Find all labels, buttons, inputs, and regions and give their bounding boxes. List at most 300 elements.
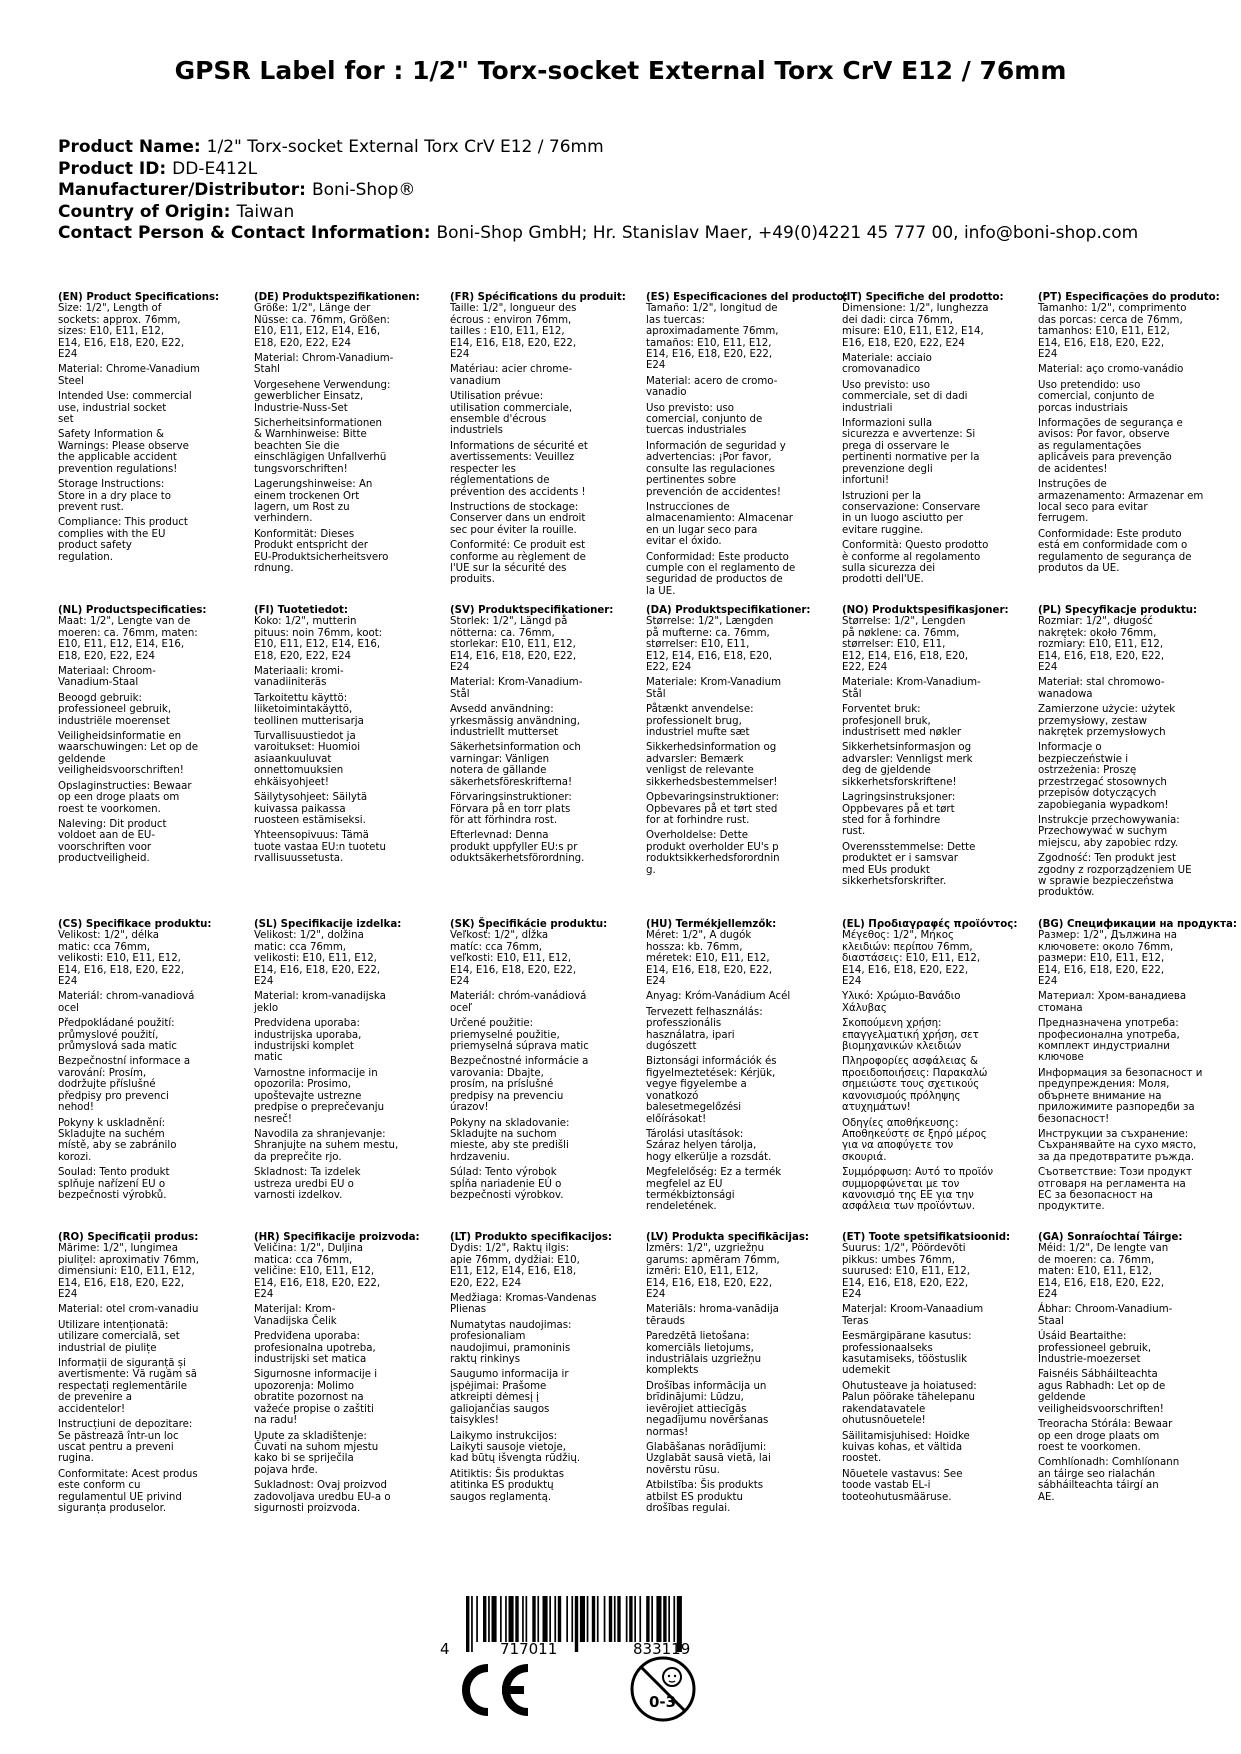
- language-block-line: Bezpečnostné informácie a: [450, 1056, 589, 1068]
- language-block-line: Teras: [842, 1315, 869, 1327]
- language-block-line: Materiale: Krom-Vanadium-: [842, 677, 981, 689]
- language-block-line: Veľkosť: 1/2", dĺžka: [450, 930, 549, 942]
- language-block-line: kuivas kohas, et vältida: [842, 1441, 963, 1453]
- language-block-line: για να αποφύγετε τον: [842, 1140, 954, 1152]
- language-block-line: Stahl: [254, 364, 280, 376]
- language-block-line: E22, E24: [842, 662, 888, 674]
- language-block-line: industriellt mutterset: [450, 727, 559, 739]
- language-block-line: Материал: Хром-ванадиева: [1038, 991, 1187, 1003]
- language-block-line: venligst de relevante: [646, 765, 754, 777]
- language-block-line: prodotti dell'UE.: [842, 574, 924, 586]
- barcode-bar: [673, 1596, 675, 1642]
- info-country: Country of Origin: Taiwan: [58, 201, 295, 222]
- language-block-line: ατυχημάτων!: [842, 1102, 911, 1114]
- language-block-line: apie 76mm, dydžiai: E10,: [450, 1254, 580, 1266]
- language-block-line: Conformitate: Acest produs: [58, 1468, 198, 1480]
- language-block-line: Förvara på en torr plats: [450, 803, 571, 815]
- language-block-line: w sprawie bezpieczeństwa: [1038, 875, 1174, 887]
- language-block-line: varovania: Dbajte,: [450, 1067, 544, 1079]
- language-block-line: Predviđena uporaba:: [254, 1331, 360, 1343]
- language-block-line: E24: [1038, 349, 1058, 361]
- language-block-line: Vanadium-Staal: [58, 677, 139, 689]
- language-block-line: drošības regulai.: [646, 1502, 731, 1514]
- language-block-line: bezpečnosti výrobkov.: [450, 1189, 564, 1201]
- language-block-line: przepisów dotyczących: [1038, 788, 1157, 800]
- language-block-line: rakendatavatele: [842, 1403, 926, 1415]
- language-block-line: nakrętek: około 76mm,: [1038, 627, 1157, 639]
- language-block-line: vegye figyelembe a: [646, 1079, 747, 1091]
- language-block-line: in un luogo asciutto per: [842, 513, 963, 525]
- barcode-bar: [509, 1596, 514, 1642]
- language-block-line: Zgodność: Ten produkt jest: [1038, 853, 1176, 865]
- language-block-line: sted for å forhindre: [842, 814, 941, 826]
- language-block-line: industriālais uzgriežņu: [646, 1354, 762, 1366]
- barcode-bar: [614, 1596, 616, 1642]
- language-block-line: prosím, na príslušné: [450, 1079, 554, 1091]
- language-block-line: Säilytysohjeet: Säilytä: [254, 792, 368, 804]
- language-block-line: opozorila: Prosimo,: [254, 1079, 351, 1091]
- language-block-line: garums: apmēram 76mm,: [646, 1254, 780, 1266]
- barcode-bar: [587, 1596, 589, 1642]
- language-block-line: Industrie-Nuss-Set: [254, 402, 348, 414]
- language-block-line: seguridad de productos de: [646, 574, 783, 586]
- language-block-line: das porcas: cerca de 76mm,: [1038, 314, 1183, 326]
- language-block-line: E11, E12, E14, E16, E18,: [450, 1266, 577, 1278]
- language-block-line: negadījumu novēršanas: [646, 1415, 769, 1427]
- language-block-line: säkerhetsföreskrifterna!: [450, 776, 573, 788]
- age-label: 0-3: [649, 1693, 677, 1711]
- language-block-line: dei dadi: circa 76mm,: [842, 314, 954, 326]
- language-block-line: Информация за безопасност и: [1038, 1067, 1203, 1079]
- language-block-line: zapobiegania wypadkom!: [1038, 799, 1169, 811]
- language-block-line: Turvallisuustiedot ja: [254, 731, 356, 743]
- language-block-line: splňuje nařízení EU o: [58, 1178, 166, 1190]
- language-block-line: Størrelse: 1/2", Lengden: [842, 616, 966, 628]
- language-block-line: E24: [58, 976, 78, 988]
- language-block-line: Sukladnost: Ovaj proizvod: [254, 1480, 387, 1492]
- language-block-line: Materijal: Krom-: [254, 1304, 336, 1316]
- language-block-line: g.: [646, 864, 656, 876]
- language-block-line: Paredzētā lietošana:: [646, 1331, 750, 1343]
- language-block-line: upozorenja: Molimo: [254, 1380, 355, 1392]
- language-block-line: συμμορφώνεται με τον: [842, 1178, 960, 1190]
- language-block-line: tungsvorschriften!: [254, 463, 348, 475]
- language-block-line: tooteohutusmääruse.: [842, 1491, 952, 1503]
- language-block-line: comercial, conjunto de: [646, 414, 763, 426]
- language-block-line: Opbevaringsinstruktioner:: [646, 792, 780, 804]
- language-block-line: Съхранявайте на сухо място,: [1038, 1140, 1197, 1152]
- barcode-bar: [617, 1596, 620, 1642]
- language-block: [646, 605, 831, 876]
- language-block-line: regulamento de segurança de: [1038, 551, 1192, 563]
- language-block-line: vanadiiniteräs: [254, 677, 327, 689]
- language-block-line: matíc: cca 76mm,: [450, 941, 542, 953]
- language-block-line: Steel: [58, 375, 84, 387]
- language-block-line: Stål: [842, 688, 862, 700]
- language-block-heading: (BG) Спецификации на продукта:: [1038, 919, 1237, 930]
- language-block-line: Velikost: 1/2", dolžina: [254, 930, 364, 942]
- language-block-line: E14, E16, E18, E20, E22,: [1038, 650, 1165, 662]
- language-block-line: korozi.: [58, 1151, 92, 1163]
- language-block-line: use, industrial socket: [58, 402, 167, 414]
- language-block-line: jeklo: [254, 1002, 279, 1014]
- language-block-line: Varnostne informacije in: [254, 1067, 378, 1079]
- language-block-line: nesreč!: [254, 1113, 292, 1125]
- language-block-line: Instruções de: [1038, 479, 1107, 491]
- language-block-heading: (PL) Specyfikacje produktu:: [1038, 605, 1198, 616]
- language-block-line: Instrucțiuni de depozitare:: [58, 1419, 193, 1431]
- language-block-line: udemekit: [842, 1365, 891, 1377]
- language-block-line: matica: cca 76mm,: [254, 1254, 353, 1266]
- language-block-line: Shranjujte na suhem mestu,: [254, 1140, 399, 1152]
- language-block-line: avertissements: Veuillez: [450, 452, 575, 464]
- language-block-line: écrous : environ 76mm,: [450, 314, 572, 326]
- barcode-bar: [651, 1596, 653, 1642]
- language-block-line: varningar: Vänligen: [450, 753, 550, 765]
- language-block: [254, 605, 439, 865]
- language-block-line: ostrzeżenia: Proszę: [1038, 765, 1137, 777]
- language-block-line: Conformidade: Este produto: [1038, 528, 1182, 540]
- barcode-bar: [609, 1596, 612, 1642]
- language-block-line: geldende: [58, 753, 106, 765]
- language-block-line: einschlägigen Unfallverhü: [254, 452, 387, 464]
- language-block-line: E10, E11, E12, E14, E16,: [58, 639, 185, 651]
- language-block-line: Čuvati na suhom mjestu: [254, 1441, 379, 1453]
- language-block-line: rozmiary: E10, E11, E12,: [1038, 639, 1164, 651]
- language-block-line: prevenzione degli: [842, 463, 933, 475]
- language-block-line: E18, E20, E22, E24: [254, 337, 352, 349]
- language-block-line: Materiał: stal chromowo-: [1038, 677, 1165, 689]
- barcode-bar: [522, 1596, 524, 1642]
- language-block-line: sikkerhetsforskrifter.: [842, 875, 947, 887]
- language-block-line: vanadio: [646, 387, 687, 399]
- language-block-line: Safety Information &: [58, 429, 164, 441]
- language-block-line: Comhlíonadh: Comhlíonann: [1038, 1457, 1180, 1469]
- language-block-line: Tárolási utasítások:: [646, 1128, 744, 1140]
- language-block-line: Atitiktis: Šis produktas: [450, 1468, 565, 1480]
- language-block-line: Eesmärgipärane kasutus:: [842, 1331, 972, 1343]
- language-block-line: saugos reglamentą.: [450, 1491, 552, 1503]
- language-block-heading: (RO) Specificații produs:: [58, 1232, 199, 1243]
- language-block-line: Opslaginstructies: Bewaar: [58, 780, 192, 792]
- language-block-line: varování: Prosím,: [58, 1067, 147, 1079]
- barcode-bar: [566, 1596, 568, 1642]
- language-block-line: Sigurnosne informacije i: [254, 1369, 378, 1381]
- language-block-line: Skladnost: Ta izdelek: [254, 1167, 361, 1179]
- language-block-line: E10, E11, E12, E14, E16,: [254, 639, 381, 651]
- language-block-line: varnosti izdelkov.: [254, 1189, 343, 1201]
- language-block-line: profesionalna upotreba,: [254, 1342, 376, 1354]
- language-block-line: σκουριά.: [842, 1151, 887, 1163]
- language-block-line: kad būtų išvengta rūdžių.: [450, 1453, 581, 1465]
- language-block: [450, 919, 635, 1201]
- language-block-line: Skladujte na suchom: [450, 1128, 557, 1140]
- language-block-line: kuivassa paikassa: [254, 803, 346, 815]
- language-block-line: yrkesmässig användning,: [450, 715, 580, 727]
- language-block-line: roest te voorkomen.: [58, 803, 161, 815]
- language-block-line: voorschriften voor: [58, 841, 152, 853]
- barcode-bar: [656, 1596, 661, 1642]
- language-block-line: E24: [1038, 662, 1058, 674]
- language-block-line: Material: otel crom-vanadiu: [58, 1304, 199, 1316]
- language-block-line: Yhteensopivuus: Tämä: [254, 830, 369, 842]
- language-block-line: las tuercas:: [646, 314, 705, 326]
- language-block-line: de prevenire a: [58, 1392, 132, 1404]
- language-block-line: agus Rabhadh: Let op de: [1038, 1380, 1166, 1392]
- language-block-line: Opbevares på et tørt sted: [646, 803, 778, 815]
- language-block-line: roest te voorkomen.: [1038, 1441, 1141, 1453]
- language-block-line: Materiaali: kromi-: [254, 666, 344, 678]
- language-block-line: hrdzaveniu.: [450, 1151, 510, 1163]
- language-block-line: matic: cca 76mm,: [58, 941, 150, 953]
- language-block-line: gewerblicher Einsatz,: [254, 391, 364, 403]
- language-block-line: E14, E16, E18, E20, E22,: [646, 349, 773, 361]
- language-block-line: Materiál: chrom-vanadiová: [58, 991, 195, 1003]
- language-block-line: Materiál: chróm-vanádiová: [450, 991, 587, 1003]
- language-block-heading: (EL) Προδιαγραφές προϊόντος:: [842, 919, 1018, 930]
- language-block-line: asiaankuuluvat: [254, 753, 332, 765]
- language-block-line: miejscu, aby zapobiec rdzy.: [1038, 837, 1179, 849]
- language-block-line: размери: E10, E11, E12,: [1038, 953, 1165, 965]
- language-block-line: professioneel gebruik,: [1038, 1342, 1152, 1354]
- language-block-line: l'UE sur la sécurité des: [450, 562, 567, 574]
- language-block-heading: (ET) Toote spetsifikatsioonid:: [842, 1232, 1011, 1243]
- language-block-line: onnettomuuksien: [254, 765, 344, 777]
- language-block-line: Biztonsági információk és: [646, 1056, 777, 1068]
- language-block-line: Produkt entspricht der: [254, 540, 368, 552]
- info-product-name: Product Name: 1/2" Torx-socket External Torx CrV E12 / 76mm: [58, 137, 604, 157]
- language-block-line: megfelel az EU: [646, 1178, 723, 1190]
- language-block-line: uscat pentru a preveni: [58, 1441, 174, 1453]
- language-block-line: op een droge plaats om: [58, 792, 180, 804]
- language-block-line: Mărime: 1/2", lungimea: [58, 1243, 178, 1255]
- language-block-line: Instructions de stockage:: [450, 501, 579, 513]
- language-block-line: įspėjimai: Prašome: [450, 1380, 547, 1392]
- language-block-line: Uso previsto: uso: [842, 379, 930, 391]
- language-block-line: EU-Produktsicherheitsvero: [254, 551, 389, 563]
- language-block: [450, 292, 635, 586]
- language-block-line: Förvaringsinstruktioner:: [450, 792, 572, 804]
- language-block-line: conforme au règlement de: [450, 551, 586, 563]
- language-block-line: rust.: [842, 826, 866, 838]
- language-block-line: zgodny z rozporządzeniem UE: [1038, 864, 1192, 876]
- language-block-line: комплект индустриални: [1038, 1041, 1170, 1053]
- language-block-line: průmyslové použití,: [58, 1029, 159, 1041]
- ce-mark-icon: [452, 1660, 534, 1720]
- language-block-line: Se păstrează într-un loc: [58, 1430, 179, 1442]
- language-block-line: Størrelse: 1/2", Længden: [646, 616, 774, 628]
- language-block-line: κανονισμούς πρόληψης: [842, 1090, 961, 1102]
- language-block-line: industriels: [450, 425, 503, 437]
- language-block-line: accidentelor!: [58, 1403, 126, 1415]
- language-block-line: rvallisuussetusta.: [254, 853, 344, 865]
- language-block-line: Dimensione: 1/2", lunghezza: [842, 303, 989, 315]
- language-block-line: Maat: 1/2", Lengte van de: [58, 616, 191, 628]
- language-block-line: Forventet bruk:: [842, 704, 921, 716]
- language-block-line: toode vastab EL-i: [842, 1480, 931, 1492]
- language-block-line: Materiaal: Chroom-: [58, 666, 156, 678]
- language-block-line: wanadowa: [1038, 688, 1093, 700]
- language-block-line: evitare ruggine.: [842, 524, 924, 536]
- language-block-line: Drošības informācija un: [646, 1380, 767, 1392]
- language-block: [842, 1232, 1027, 1503]
- language-block-line: Σκοπούμενη χρήση:: [842, 1018, 942, 1030]
- language-block-line: E24: [842, 976, 862, 988]
- language-block-line: tērauds: [646, 1315, 685, 1327]
- language-block-line: varoitukset: Huomioi: [254, 742, 361, 754]
- barcode-bar: [646, 1596, 649, 1642]
- language-block-line: produktet er i samsvar: [842, 853, 958, 865]
- language-block-line: Vanadijska Čelik: [254, 1315, 337, 1327]
- page-title: GPSR Label for : 1/2" Torx-socket External Torx CrV E12 / 76mm: [174, 56, 1067, 85]
- language-block: [450, 605, 635, 865]
- language-block-line: Οδηγίες αποθήκευσης:: [842, 1117, 959, 1129]
- language-block-line: E14, E16, E18, E20, E22,: [1038, 1277, 1165, 1289]
- barcode-bar: [604, 1596, 606, 1642]
- language-block-line: Säilitamisjuhised: Hoidke: [842, 1430, 970, 1442]
- language-block-line: E24: [1038, 1289, 1058, 1301]
- language-block-line: E12, E14, E16, E18, E20,: [646, 650, 773, 662]
- language-block-line: the applicable accident: [58, 452, 177, 464]
- language-block-line: Πληροφορίες ασφάλειας &: [842, 1056, 978, 1068]
- language-block-line: sábháilteachta táirgí an: [1038, 1480, 1159, 1492]
- language-block-line: roduktsikkerhedsforordnin: [646, 853, 780, 865]
- language-block-line: advertencias: ¡Por favor,: [646, 452, 772, 464]
- language-block-line: nehod!: [58, 1102, 94, 1114]
- language-block-line: Beoogd gebruik:: [58, 692, 142, 704]
- language-block-line: Размер: 1/2", Дължина на: [1038, 930, 1177, 942]
- barcode-bar: [597, 1596, 599, 1642]
- language-block-line: ensemble d'écrous: [450, 414, 547, 426]
- language-block-line: moeren: ca. 76mm, maten:: [58, 627, 198, 639]
- language-block-line: Atbilstība: Šis produkts: [646, 1480, 764, 1492]
- language-block-line: Conformidad: Este producto: [646, 551, 789, 563]
- barcode-bar: [663, 1596, 666, 1642]
- language-block-line: sulla sicurezza dei: [842, 562, 936, 574]
- language-block-line: för att förhindra rost.: [450, 814, 558, 826]
- language-block-line: E24: [1038, 976, 1058, 988]
- language-block-line: važeće propise o zaštiti: [254, 1403, 374, 1415]
- language-block-line: Taille: 1/2", longueur des: [450, 303, 577, 315]
- language-block-line: ustreza uredbi EU o: [254, 1178, 354, 1190]
- language-block-line: utilisation commerciale,: [450, 402, 573, 414]
- language-block-line: E14, E16, E18, E20, E22,: [58, 964, 185, 976]
- language-block-line: Informations de sécurité et: [450, 440, 588, 452]
- language-block-line: Materiāls: hroma-vanādija: [646, 1304, 779, 1316]
- language-block-heading: (NL) Productspecificaties:: [58, 605, 207, 616]
- language-block-line: raktų rinkinys: [450, 1354, 521, 1366]
- language-block-heading: (EN) Product Specifications:: [58, 292, 220, 303]
- language-block-heading: (DE) Produktspezifikationen:: [254, 292, 420, 303]
- language-block-heading: (FI) Tuotetiedot:: [254, 605, 348, 616]
- language-block-line: geldende: [1038, 1392, 1086, 1404]
- language-block-line: an táirge seo rialachán: [1038, 1468, 1156, 1480]
- language-block-line: κανονισμό της ΕΕ για την: [842, 1189, 974, 1201]
- language-block-line: productveiligheid.: [58, 853, 150, 865]
- language-block-line: E18, E20, E22, E24: [254, 650, 352, 662]
- language-block-line: Información de seguridad y: [646, 440, 786, 452]
- language-block-line: respecter les: [450, 463, 516, 475]
- language-block-line: lagern, um Rost zu: [254, 501, 350, 513]
- language-block-line: prega di osservare le: [842, 440, 950, 452]
- language-block-line: na radu!: [254, 1415, 298, 1427]
- language-block: [58, 1232, 243, 1514]
- barcode-digit-first: 4: [440, 1640, 450, 1658]
- barcode-bar: [543, 1596, 548, 1642]
- language-block-line: Velikost: 1/2", délka: [58, 930, 159, 942]
- language-block-line: Sicherheitsinformationen: [254, 418, 383, 430]
- language-block-line: Lagerungshinweise: An: [254, 479, 373, 491]
- language-block: [58, 605, 243, 865]
- language-block-line: E10, E11, E12, E14, E16,: [254, 326, 381, 338]
- language-block-line: úrazov!: [450, 1102, 489, 1114]
- language-block-line: Oppbevares på et tørt: [842, 803, 955, 815]
- language-block-heading: (SK) Špecifikácie produktu:: [450, 919, 608, 930]
- language-block-line: termékbiztonsági: [646, 1189, 735, 1201]
- language-block-line: dugószett: [646, 1041, 697, 1053]
- barcode-bar: [515, 1596, 518, 1642]
- language-block: [450, 1232, 635, 1503]
- language-block-line: dodržujte příslušné: [58, 1079, 156, 1091]
- language-block-line: przemysłowy, zestaw: [1038, 715, 1147, 727]
- language-block-line: předpisy pro prevenci: [58, 1090, 169, 1102]
- language-block: [1038, 1232, 1223, 1503]
- language-block-line: E14, E16, E18, E20, E22,: [646, 1277, 773, 1289]
- language-block-line: κλειδιών: περίπου 76mm,: [842, 941, 973, 953]
- barcode-bar: [526, 1596, 528, 1642]
- language-block-line: atkreipti dėmesį į: [450, 1392, 539, 1404]
- language-block-line: predpisy na prevenciu: [450, 1090, 564, 1102]
- language-block-heading: (IT) Specifiche del prodotto:: [842, 292, 1004, 303]
- language-block-line: de moeren: ca. 76mm,: [1038, 1254, 1155, 1266]
- language-block-line: Größe: 1/2", Länge der: [254, 303, 371, 315]
- language-block-line: teollinen mutterisarja: [254, 715, 364, 727]
- barcode-bar: [629, 1596, 632, 1642]
- language-block-line: zadovoljava uredbu EU-a o: [254, 1491, 391, 1503]
- language-block-line: verhindern.: [254, 513, 313, 525]
- language-block-line: produkt uppfyller EU:s pr: [450, 841, 578, 853]
- language-block-line: obratite pozornost na: [254, 1392, 364, 1404]
- language-block-line: op een droge plaats om: [1038, 1430, 1160, 1442]
- language-block-heading: (GA) Sonraíochtaí Táirge:: [1038, 1232, 1183, 1243]
- language-block-line: veiligheidsvoorschriften!: [1038, 1403, 1164, 1415]
- language-block-line: E14, E16, E18, E20, E22,: [58, 1277, 185, 1289]
- barcode-bar: [492, 1596, 497, 1642]
- language-block-line: local seco para evitar: [1038, 501, 1148, 513]
- language-block-line: průmyslová sada matic: [58, 1041, 178, 1053]
- language-block-line: avertismente: Vă rugăm să: [58, 1369, 197, 1381]
- language-block-line: tuercas industriales: [646, 425, 747, 437]
- language-block-line: E14, E16, E18, E20, E22,: [450, 650, 577, 662]
- language-block-line: Saugumo informacija ir: [450, 1369, 569, 1381]
- language-block: [1038, 605, 1223, 899]
- language-block-line: ferrugem.: [1038, 513, 1089, 525]
- language-block-line: oceľ: [450, 1002, 472, 1014]
- language-block-line: produits.: [450, 574, 495, 586]
- language-block-line: pertinenti normative per la: [842, 452, 980, 464]
- barcode-bar: [500, 1596, 502, 1642]
- language-block-line: Veličina: 1/2", Duljina: [254, 1243, 363, 1255]
- language-block-line: profesionaliam: [450, 1331, 526, 1343]
- barcode-bar: [483, 1596, 486, 1642]
- language-block-line: Material: Chrome-Vanadium: [58, 364, 200, 376]
- language-block-line: Stål: [646, 688, 666, 700]
- language-block-line: E20, E22, E24: [450, 1277, 522, 1289]
- language-block-line: matic: [254, 1052, 283, 1064]
- language-block-line: vonatkozó: [646, 1090, 699, 1102]
- language-block-line: Przechowywać w suchym: [1038, 826, 1168, 838]
- language-block-heading: (NO) Produktspesifikasjoner:: [842, 605, 1009, 616]
